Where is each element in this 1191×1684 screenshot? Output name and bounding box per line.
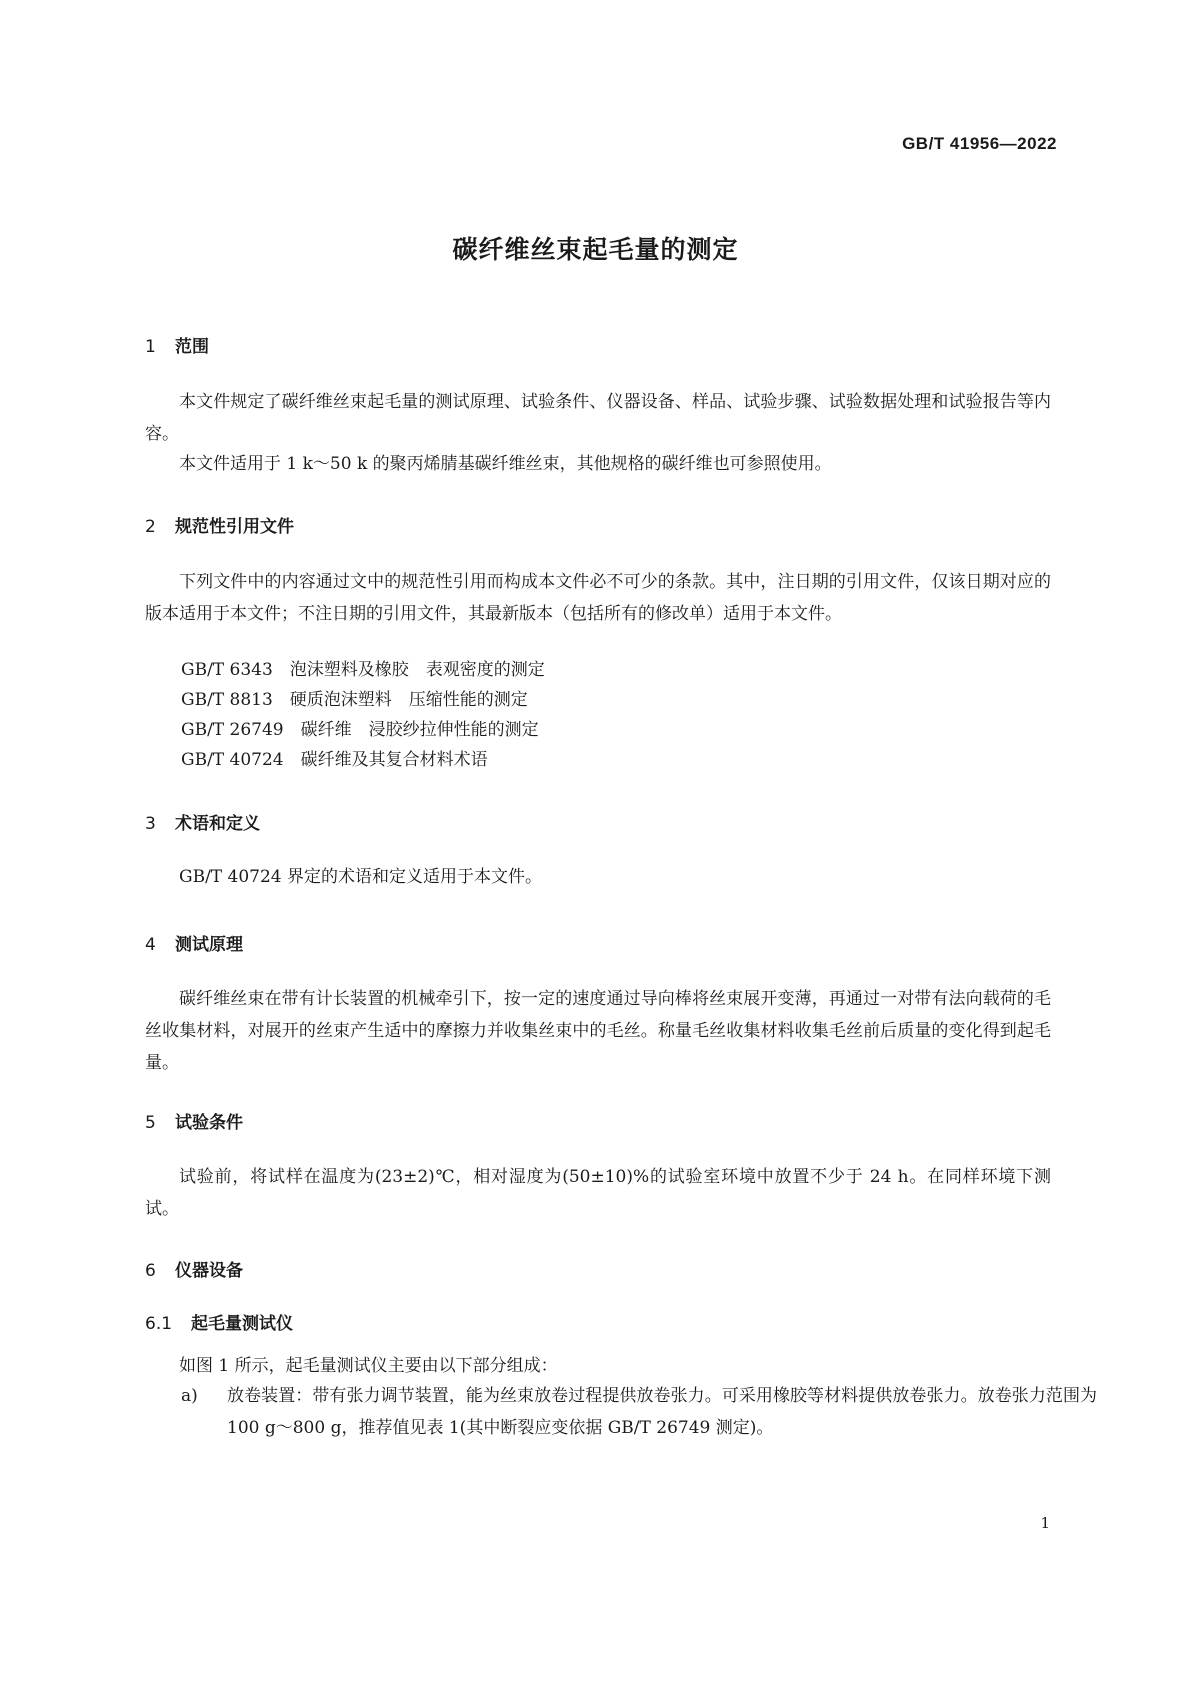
section-title: 测试原理 (175, 935, 243, 955)
section-number: 4 (145, 935, 156, 955)
section-1-heading (145, 332, 209, 357)
section-number: 1 (145, 337, 156, 357)
list-item-text: 放卷装置：带有张力调节装置，能为丝束放卷过程提供放卷张力。可采用橡胶等材料提供放卷张力。放卷张力范围为 100 g～800 g，推荐值见表 1(其中断裂应变依据 GB/T 26749 测定)。 (227, 1386, 1097, 1438)
section-1-paragraph-2: 本文件适用于 1 k～50 k 的聚丙烯腈基碳纤维丝束，其他规格的碳纤维也可参照使用。 (179, 454, 832, 474)
page-number: 1 (1040, 1514, 1050, 1532)
subsection-6-1-paragraph-1: 如图 1 所示，起毛量测试仪主要由以下部分组成： (179, 1356, 558, 1376)
section-4-paragraph-1: 碳纤维丝束在带有计长装置的机械牵引下，按一定的速度通过导向棒将丝束展开变薄，再通过一对带有法向载荷的毛丝收集材料，对展开的丝束产生适中的摩擦力并收集丝束中的毛丝。称量毛丝收集材料收集毛丝前后质量的变化得到起毛量。 (145, 989, 1051, 1073)
section-title: 范围 (175, 337, 209, 357)
section-2-paragraph-1: 下列文件中的内容通过文中的规范性引用而构成本文件必不可少的条款。其中，注日期的引用文件，仅该日期对应的版本适用于本文件；不注日期的引用文件，其最新版本（包括所有的修改单）适用于本文件。 (145, 572, 1051, 624)
section-number: 6 (145, 1261, 156, 1281)
section-3-paragraph-1: GB/T 40724 界定的术语和定义适用于本文件。 (179, 867, 543, 887)
subsection-number: 6.1 (145, 1314, 173, 1334)
normative-reference: GB/T 26749 碳纤维 浸胶纱拉伸性能的测定 (181, 720, 539, 740)
section-2-heading (145, 512, 294, 537)
section-title: 试验条件 (175, 1113, 243, 1133)
section-number: 5 (145, 1113, 156, 1133)
section-3-heading (145, 809, 260, 834)
section-6-heading (145, 1256, 243, 1281)
normative-reference: GB/T 8813 硬质泡沫塑料 压缩性能的测定 (181, 690, 528, 710)
section-5-paragraph-1: 试验前，将试样在温度为(23±2)℃，相对湿度为(50±10)%的试验室环境中放置不少于 24 h。在同样环境下测试。 (145, 1167, 1051, 1219)
list-item-label: a) (181, 1386, 198, 1406)
standard-number: GB/T 41956—2022 (902, 134, 1057, 153)
section-4-heading (145, 930, 243, 955)
section-title: 术语和定义 (175, 814, 260, 834)
section-5-heading (145, 1108, 243, 1133)
section-title: 规范性引用文件 (175, 517, 294, 537)
list-item-a (181, 1380, 1097, 1444)
document-title: 碳纤维丝束起毛量的测定 (452, 235, 739, 264)
section-1-paragraph-1: 本文件规定了碳纤维丝束起毛量的测试原理、试验条件、仪器设备、样品、试验步骤、试验数据处理和试验报告等内容。 (145, 392, 1051, 444)
section-number: 2 (145, 517, 156, 537)
subsection-6-1-heading (145, 1309, 293, 1334)
normative-reference: GB/T 40724 碳纤维及其复合材料术语 (181, 750, 488, 770)
section-number: 3 (145, 814, 156, 834)
section-title: 仪器设备 (175, 1261, 243, 1281)
subsection-title: 起毛量测试仪 (191, 1314, 293, 1334)
normative-reference: GB/T 6343 泡沫塑料及橡胶 表观密度的测定 (181, 660, 545, 680)
